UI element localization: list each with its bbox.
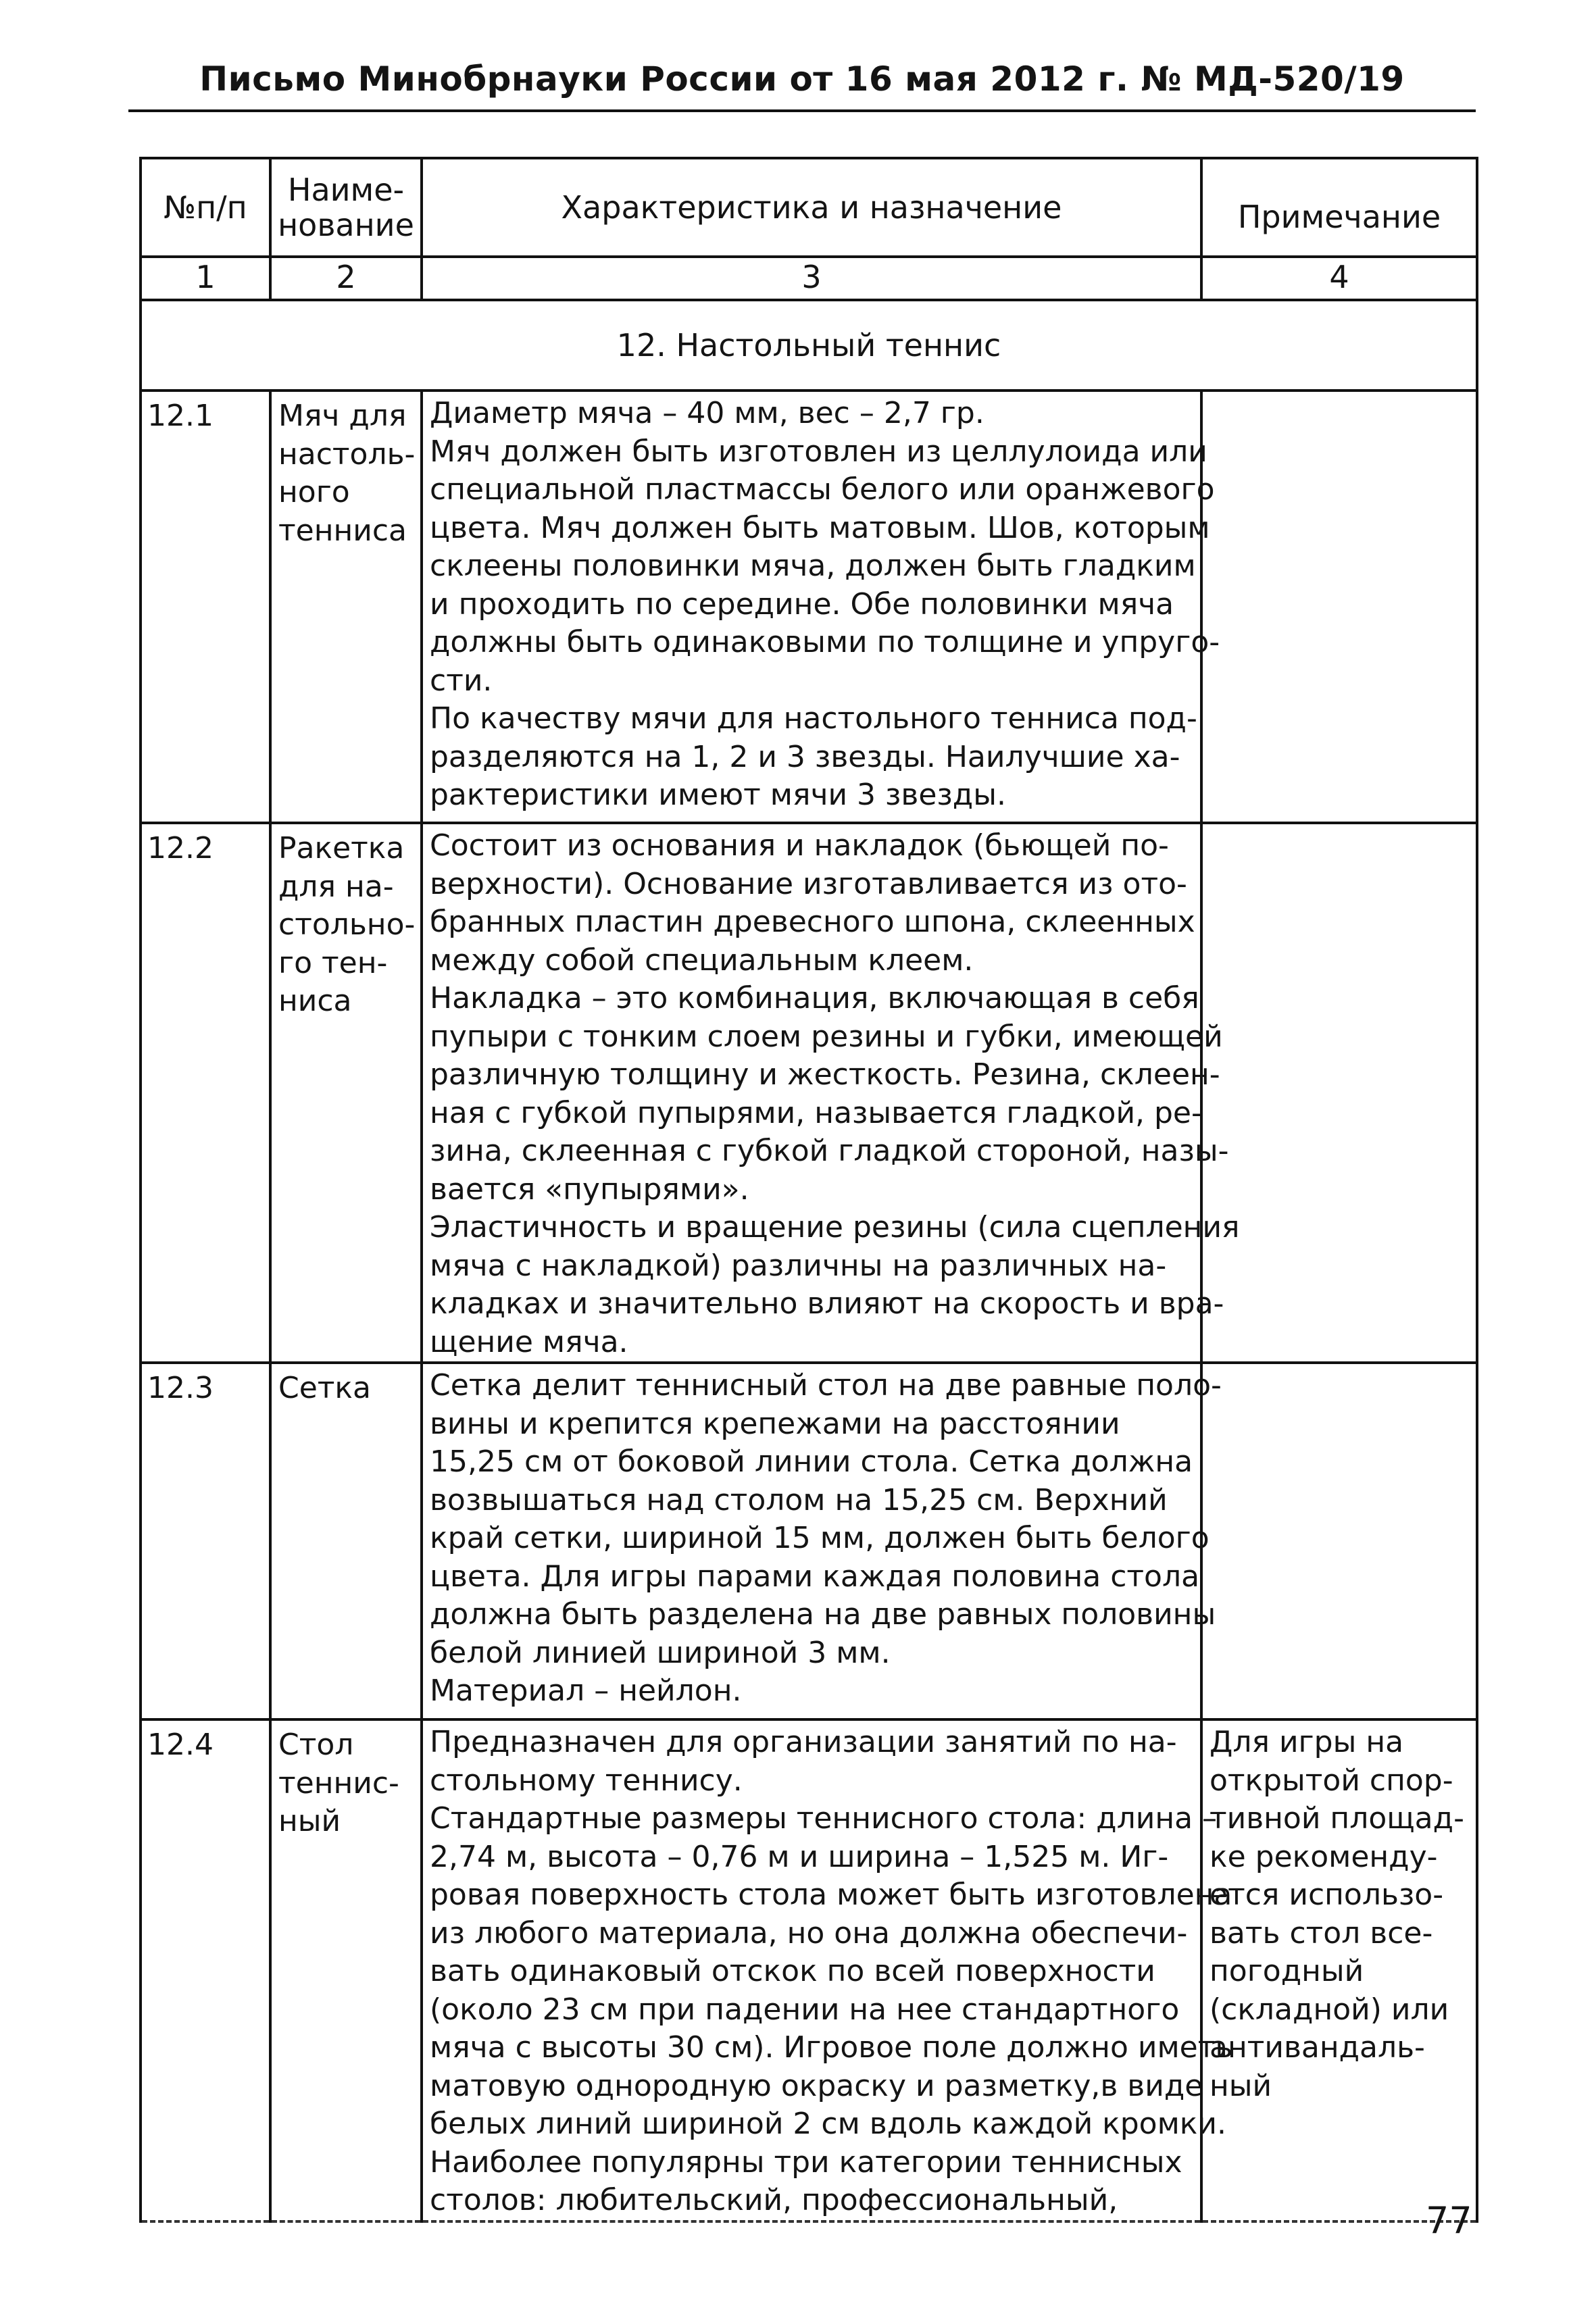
text-line: Предназначен для организации занятий по на- <box>430 1725 1177 1759</box>
text-line: для на- <box>278 869 394 904</box>
item-description <box>423 392 1220 815</box>
text-line: разделяются на 1, 2 и 3 звезды. Наилучшие ха- <box>430 739 1180 774</box>
col-header-name: Наиме- нование <box>270 158 422 257</box>
text-line: (около 23 см при падении на нее стандартного <box>430 1992 1180 2027</box>
text-line: из любого материала, но она должна обеспечи- <box>430 1915 1188 1951</box>
text-line: го тен- <box>278 945 388 980</box>
text-line: антивандаль- <box>1210 2030 1425 2065</box>
item-note <box>1203 1364 1476 1367</box>
row-number: 12.3 <box>147 1371 214 1405</box>
text-line: Мяч должен быть изготовлен из целлулоида или <box>430 434 1207 469</box>
text-line: и проходить по середине. Обе половинки мяча <box>430 586 1174 622</box>
text-line: Стандартные размеры теннисного стола: длина – <box>430 1801 1218 1836</box>
text-line: пупыри с тонким слоем резины и губки, имеющей <box>430 1019 1223 1054</box>
text-line: возвышаться над столом на 15,25 см. Верхний <box>430 1482 1168 1517</box>
item-description <box>423 1721 1233 2220</box>
text-line: сти. <box>430 663 493 698</box>
text-line: Наиболее популярны три категории теннисных <box>430 2144 1182 2180</box>
text-line: ке рекоменду- <box>1210 1839 1438 1874</box>
text-line: ного <box>278 475 350 509</box>
item-description <box>423 1364 1222 1711</box>
equipment-table <box>139 157 1478 2223</box>
text-line: должны быть одинаковыми по толщине и упруго- <box>430 625 1220 659</box>
text-line: открытой спор- <box>1210 1763 1453 1798</box>
text-line: мяча с накладкой) различны на различных на- <box>430 1248 1167 1283</box>
text-line: Для игры на <box>1210 1725 1404 1759</box>
col-number-4: 4 <box>1201 257 1477 300</box>
table-header-row <box>141 158 1477 257</box>
text-line: край сетки, шириной 15 мм, должен быть белого <box>430 1521 1210 1555</box>
item-name <box>272 392 420 550</box>
text-line: Ракетка <box>278 831 405 865</box>
text-line: вается «пупырями». <box>430 1172 749 1207</box>
text-line: стольно- <box>278 907 416 942</box>
text-line: Мяч для <box>278 399 407 433</box>
table-row <box>141 1363 1477 1719</box>
item-note <box>1203 1721 1476 2105</box>
text-line: (складной) или <box>1210 1992 1449 2027</box>
text-line: матовую однородную окраску и разметку,в виде <box>430 2068 1203 2103</box>
text-line: мяча с высоты 30 см). Игровое поле должно иметь <box>430 2030 1233 2065</box>
row-number: 12.4 <box>147 1728 214 1762</box>
col-number-1: 1 <box>141 257 270 300</box>
text-line: ется использо- <box>1210 1878 1444 1912</box>
text-line: цвета. Для игры парами каждая половина стола <box>430 1559 1200 1594</box>
text-line: 15,25 см от боковой линии стола. Сетка должна <box>430 1444 1193 1479</box>
text-line: вать стол все- <box>1210 1915 1433 1951</box>
item-note <box>1203 824 1476 827</box>
text-line: стольному теннису. <box>430 1763 743 1798</box>
item-name <box>272 1721 420 1841</box>
item-name <box>272 824 420 1021</box>
row-number: 12.1 <box>147 399 214 433</box>
section-row <box>141 300 1477 391</box>
table-row <box>141 391 1477 823</box>
page-number: 77 <box>1426 2199 1472 2242</box>
text-line: вины и крепится крепежами на расстоянии <box>430 1406 1120 1441</box>
text-line: 2,74 м, высота – 0,76 м и ширина – 1,525 м. Иг- <box>430 1839 1169 1874</box>
text-line: столов: любительский, профессиональный, <box>430 2183 1118 2217</box>
text-line: Материал – нейлон. <box>430 1674 742 1708</box>
item-name <box>272 1364 420 1408</box>
text-line: Состоит из основания и накладок (бьющей по- <box>430 828 1169 863</box>
text-line: Сетка <box>278 1371 371 1405</box>
text-line: цвета. Мяч должен быть матовым. Шов, которым <box>430 510 1210 545</box>
text-line: По качеству мячи для настольного тенниса под- <box>430 701 1197 736</box>
text-line: специальной пластмассы белого или оранжевого <box>430 472 1215 507</box>
text-line: Сетка делит теннисный стол на две равные поло- <box>430 1368 1222 1403</box>
text-line: кладках и значительно влияют на скорость и вра- <box>430 1286 1224 1321</box>
text-line: должна быть разделена на две равных половины <box>430 1597 1216 1632</box>
table-row <box>141 823 1477 1363</box>
text-line: Накладка – это комбинация, включающая в себя <box>430 981 1199 1015</box>
text-line: теннис- <box>278 1765 399 1801</box>
text-line: склеены половинки мяча, должен быть гладким <box>430 549 1196 583</box>
header-rule <box>128 109 1476 112</box>
text-line: тивной площад- <box>1210 1801 1464 1836</box>
text-line: ниса <box>278 984 352 1018</box>
item-description <box>423 824 1240 1361</box>
text-line: Стол <box>278 1728 354 1762</box>
column-numbers-row <box>141 257 1477 300</box>
row-number: 12.2 <box>147 831 214 865</box>
document-header: Письмо Минобрнауки России от 16 мая 2012 г. № МД-520/19 <box>199 59 1405 99</box>
text-line: белой линией шириной 3 мм. <box>430 1635 891 1670</box>
col-header-description: Характеристика и назначение <box>422 158 1201 257</box>
section-title: 12. Настольный теннис <box>141 300 1477 391</box>
text-line: ный <box>278 1804 341 1838</box>
text-line: ровая поверхность стола может быть изготовлена <box>430 1878 1232 1912</box>
text-line: белых линий шириной 2 см вдоль каждой кромки. <box>430 2107 1226 2141</box>
text-line: ный <box>1210 2068 1272 2103</box>
text-line: тенниса <box>278 513 407 548</box>
text-line: Эластичность и вращение резины (сила сцепления <box>430 1210 1240 1244</box>
text-line: ная с губкой пупырями, называется гладкой, ре- <box>430 1095 1202 1130</box>
col-number-2: 2 <box>270 257 422 300</box>
col-header-number: №п/п <box>141 158 270 257</box>
text-line: настоль- <box>278 436 416 472</box>
text-line: различную толщину и жесткость. Резина, склеен- <box>430 1057 1220 1092</box>
text-line: рактеристики имеют мячи 3 звезды. <box>430 778 1006 812</box>
text-line: зина, склеенная с губкой гладкой стороной, назы- <box>430 1134 1229 1168</box>
table-row <box>141 1719 1477 2221</box>
col-header-note: Примечание <box>1201 158 1477 257</box>
text-line: вать одинаковый отскок по всей поверхности <box>430 1954 1155 1988</box>
text-line: погодный <box>1210 1954 1364 1988</box>
item-note <box>1203 392 1476 395</box>
text-line: между собой специальным клеем. <box>430 942 974 978</box>
text-line: Диаметр мяча – 40 мм, вес – 2,7 гр. <box>430 396 984 430</box>
text-line: верхности). Основание изготавливается из ото- <box>430 866 1187 901</box>
col-number-3: 3 <box>422 257 1201 300</box>
text-line: щение мяча. <box>430 1324 628 1359</box>
text-line: бранных пластин древесного шпона, склеенных <box>430 905 1195 939</box>
